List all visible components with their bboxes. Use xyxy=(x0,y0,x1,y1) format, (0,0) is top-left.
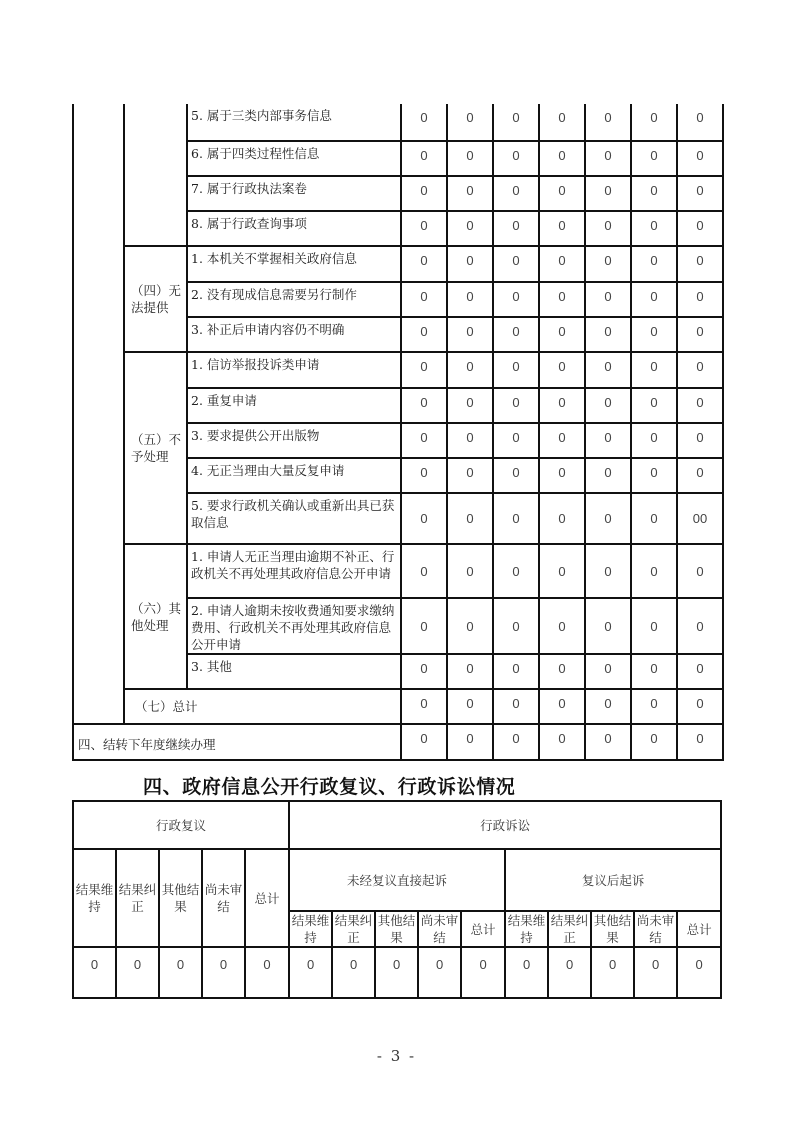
value-cell: 0 xyxy=(631,654,677,689)
value-cell: 0 xyxy=(591,947,634,998)
group-label-group-4: （四）无法提供 xyxy=(124,246,187,352)
value-cell: 0 xyxy=(401,458,447,493)
row-label: 2. 没有现成信息需要另行制作 xyxy=(187,282,401,317)
value-cell: 0 xyxy=(539,458,585,493)
value-cell: 0 xyxy=(401,176,447,211)
value-cell: 0 xyxy=(159,947,202,998)
value-cell: 0 xyxy=(332,947,375,998)
review-col-4: 总计 xyxy=(245,849,289,947)
value-cell: 0 xyxy=(585,246,631,282)
value-cell: 0 xyxy=(585,211,631,246)
value-cell: 0 xyxy=(585,493,631,544)
value-cell: 0 xyxy=(677,544,723,598)
value-cell: 0 xyxy=(631,282,677,317)
value-cell: 0 xyxy=(677,724,723,760)
value-cell: 0 xyxy=(539,352,585,388)
after-review-col-4: 总计 xyxy=(677,911,721,947)
value-cell: 0 xyxy=(493,317,539,352)
value-cell: 0 xyxy=(585,689,631,724)
value-cell: 0 xyxy=(493,352,539,388)
value-cell: 0 xyxy=(677,388,723,423)
value-cell: 0 xyxy=(202,947,245,998)
row-label: 1. 申请人无正当理由逾期不补正、行政机关不再处理其政府信息公开申请 xyxy=(187,544,401,598)
value-cell: 0 xyxy=(585,544,631,598)
value-cell: 0 xyxy=(493,544,539,598)
value-cell: 0 xyxy=(677,689,723,724)
value-cell: 0 xyxy=(585,104,631,141)
value-cell: 0 xyxy=(631,544,677,598)
value-cell: 0 xyxy=(401,317,447,352)
application-handling-table xyxy=(72,104,724,761)
total-row-label: （七）总计 xyxy=(124,689,401,724)
value-cell: 0 xyxy=(289,947,332,998)
value-cell: 0 xyxy=(493,176,539,211)
value-cell: 0 xyxy=(631,388,677,423)
direct-suit-col-0: 结果维持 xyxy=(289,911,332,947)
value-cell: 0 xyxy=(401,211,447,246)
value-cell: 0 xyxy=(585,654,631,689)
value-cell: 0 xyxy=(447,689,493,724)
value-cell: 0 xyxy=(447,246,493,282)
value-cell: 0 xyxy=(539,598,585,654)
group-label-continued-group xyxy=(124,104,187,246)
value-cell: 0 xyxy=(493,246,539,282)
value-cell: 0 xyxy=(401,388,447,423)
after-review-col-0: 结果维持 xyxy=(505,911,548,947)
outer-category-cell xyxy=(73,104,124,724)
value-cell: 0 xyxy=(585,598,631,654)
row-label: 3. 其他 xyxy=(187,654,401,689)
value-cell: 0 xyxy=(539,282,585,317)
row-label: 6. 属于四类过程性信息 xyxy=(187,141,401,176)
value-cell: 0 xyxy=(631,352,677,388)
value-cell: 0 xyxy=(677,141,723,176)
value-cell: 0 xyxy=(585,724,631,760)
value-cell: 0 xyxy=(677,352,723,388)
value-cell: 0 xyxy=(677,176,723,211)
row-label: 1. 信访举报投诉类申请 xyxy=(187,352,401,388)
value-cell: 0 xyxy=(505,947,548,998)
value-cell: 0 xyxy=(585,352,631,388)
value-cell: 0 xyxy=(585,423,631,458)
direct-suit-col-2: 其他结果 xyxy=(375,911,418,947)
value-cell: 0 xyxy=(539,388,585,423)
value-cell: 0 xyxy=(493,104,539,141)
value-cell: 0 xyxy=(631,104,677,141)
value-cell: 0 xyxy=(447,141,493,176)
value-cell: 0 xyxy=(539,423,585,458)
value-cell: 0 xyxy=(461,947,505,998)
value-cell: 0 xyxy=(585,317,631,352)
value-cell: 0 xyxy=(447,654,493,689)
value-cell: 0 xyxy=(401,104,447,141)
row-label: 4. 无正当理由大量反复申请 xyxy=(187,458,401,493)
value-cell: 0 xyxy=(493,211,539,246)
value-cell: 0 xyxy=(245,947,289,998)
value-cell: 0 xyxy=(585,458,631,493)
value-cell: 0 xyxy=(447,544,493,598)
row-label: 3. 要求提供公开出版物 xyxy=(187,423,401,458)
value-cell: 0 xyxy=(677,317,723,352)
value-cell: 0 xyxy=(401,493,447,544)
after-review-suit-header: 复议后起诉 xyxy=(505,849,721,911)
row-label: 8. 属于行政查询事项 xyxy=(187,211,401,246)
carryover-row-label: 四、结转下年度继续办理 xyxy=(73,724,401,760)
value-cell: 0 xyxy=(539,654,585,689)
value-cell: 0 xyxy=(631,317,677,352)
value-cell: 0 xyxy=(677,246,723,282)
direct-suit-header: 未经复议直接起诉 xyxy=(289,849,505,911)
value-cell: 0 xyxy=(631,689,677,724)
value-cell: 0 xyxy=(585,282,631,317)
review-col-3: 尚未审结 xyxy=(202,849,245,947)
value-cell: 0 xyxy=(447,493,493,544)
value-cell: 0 xyxy=(677,104,723,141)
value-cell: 0 xyxy=(447,423,493,458)
value-cell: 0 xyxy=(401,689,447,724)
value-cell: 0 xyxy=(401,598,447,654)
value-cell: 0 xyxy=(631,598,677,654)
after-review-col-2: 其他结果 xyxy=(591,911,634,947)
review-col-1: 结果纠正 xyxy=(116,849,159,947)
value-cell: 0 xyxy=(493,282,539,317)
admin-review-header: 行政复议 xyxy=(73,801,289,849)
value-cell: 0 xyxy=(493,388,539,423)
row-label: 2. 重复申请 xyxy=(187,388,401,423)
value-cell: 0 xyxy=(493,458,539,493)
value-cell: 0 xyxy=(375,947,418,998)
value-cell: 0 xyxy=(493,598,539,654)
value-cell: 0 xyxy=(631,211,677,246)
value-cell: 0 xyxy=(493,141,539,176)
value-cell: 0 xyxy=(631,246,677,282)
value-cell: 0 xyxy=(447,104,493,141)
row-label: 5. 要求行政机关确认或重新出具已获取信息 xyxy=(187,493,401,544)
value-cell: 0 xyxy=(539,689,585,724)
value-cell: 0 xyxy=(493,724,539,760)
value-cell: 0 xyxy=(401,246,447,282)
value-cell: 0 xyxy=(447,317,493,352)
value-cell: 0 xyxy=(677,282,723,317)
value-cell: 0 xyxy=(539,724,585,760)
value-cell: 0 xyxy=(539,211,585,246)
value-cell: 0 xyxy=(116,947,159,998)
value-cell: 0 xyxy=(539,176,585,211)
value-cell: 0 xyxy=(401,352,447,388)
value-cell: 0 xyxy=(539,493,585,544)
value-cell: 0 xyxy=(631,141,677,176)
value-cell: 0 xyxy=(447,724,493,760)
value-cell: 0 xyxy=(447,211,493,246)
page-number: - 3 - xyxy=(376,1047,417,1065)
after-review-col-3: 尚未审结 xyxy=(634,911,677,947)
value-cell: 0 xyxy=(401,282,447,317)
value-cell: 0 xyxy=(585,388,631,423)
value-cell: 0 xyxy=(447,388,493,423)
value-cell: 0 xyxy=(631,493,677,544)
direct-suit-col-3: 尚未审结 xyxy=(418,911,461,947)
direct-suit-col-1: 结果纠正 xyxy=(332,911,375,947)
value-cell: 0 xyxy=(539,104,585,141)
value-cell: 0 xyxy=(677,947,721,998)
value-cell: 0 xyxy=(631,458,677,493)
after-review-col-1: 结果纠正 xyxy=(548,911,591,947)
value-cell: 0 xyxy=(493,423,539,458)
value-cell: 0 xyxy=(585,141,631,176)
row-label: 2. 申请人逾期未按收费通知要求缴纳费用、行政机关不再处理其政府信息公开申请 xyxy=(187,598,401,654)
admin-litigation-header: 行政诉讼 xyxy=(289,801,721,849)
value-cell: 0 xyxy=(447,458,493,493)
value-cell: 0 xyxy=(401,654,447,689)
group-label-group-5: （五）不予处理 xyxy=(124,352,187,544)
review-col-2: 其他结果 xyxy=(159,849,202,947)
value-cell: 0 xyxy=(677,598,723,654)
value-cell: 0 xyxy=(631,724,677,760)
value-cell: 0 xyxy=(401,544,447,598)
value-cell: 0 xyxy=(418,947,461,998)
review-col-0: 结果维持 xyxy=(73,849,116,947)
value-cell: 0 xyxy=(493,689,539,724)
value-cell: 0 xyxy=(631,423,677,458)
direct-suit-col-4: 总计 xyxy=(461,911,505,947)
row-label: 5. 属于三类内部事务信息 xyxy=(187,104,401,141)
value-cell: 0 xyxy=(631,176,677,211)
value-cell: 0 xyxy=(401,724,447,760)
value-cell: 0 xyxy=(539,544,585,598)
value-cell: 0 xyxy=(548,947,591,998)
row-label: 1. 本机关不掌握相关政府信息 xyxy=(187,246,401,282)
review-litigation-table xyxy=(72,800,722,999)
value-cell: 0 xyxy=(73,947,116,998)
value-cell: 0 xyxy=(677,458,723,493)
value-cell: 0 xyxy=(401,423,447,458)
value-cell: 0 xyxy=(493,654,539,689)
value-cell: 0 xyxy=(539,317,585,352)
value-cell: 0 xyxy=(447,176,493,211)
value-cell: 0 xyxy=(447,598,493,654)
value-cell: 0 xyxy=(401,141,447,176)
group-label-group-6: （六）其他处理 xyxy=(124,544,187,689)
row-label: 7. 属于行政执法案卷 xyxy=(187,176,401,211)
value-cell: 0 xyxy=(677,211,723,246)
value-cell: 0 xyxy=(447,282,493,317)
value-cell: 0 xyxy=(539,141,585,176)
value-cell: 0 xyxy=(677,423,723,458)
row-label: 3. 补正后申请内容仍不明确 xyxy=(187,317,401,352)
value-cell: 0 xyxy=(677,654,723,689)
value-cell: 0 xyxy=(539,246,585,282)
value-cell: 0 xyxy=(585,176,631,211)
value-cell: 0 xyxy=(447,352,493,388)
value-cell: 0 xyxy=(634,947,677,998)
value-cell: 0 xyxy=(493,493,539,544)
value-cell: 00 xyxy=(677,493,723,544)
section-heading: 四、政府信息公开行政复议、行政诉讼情况 xyxy=(143,776,516,798)
